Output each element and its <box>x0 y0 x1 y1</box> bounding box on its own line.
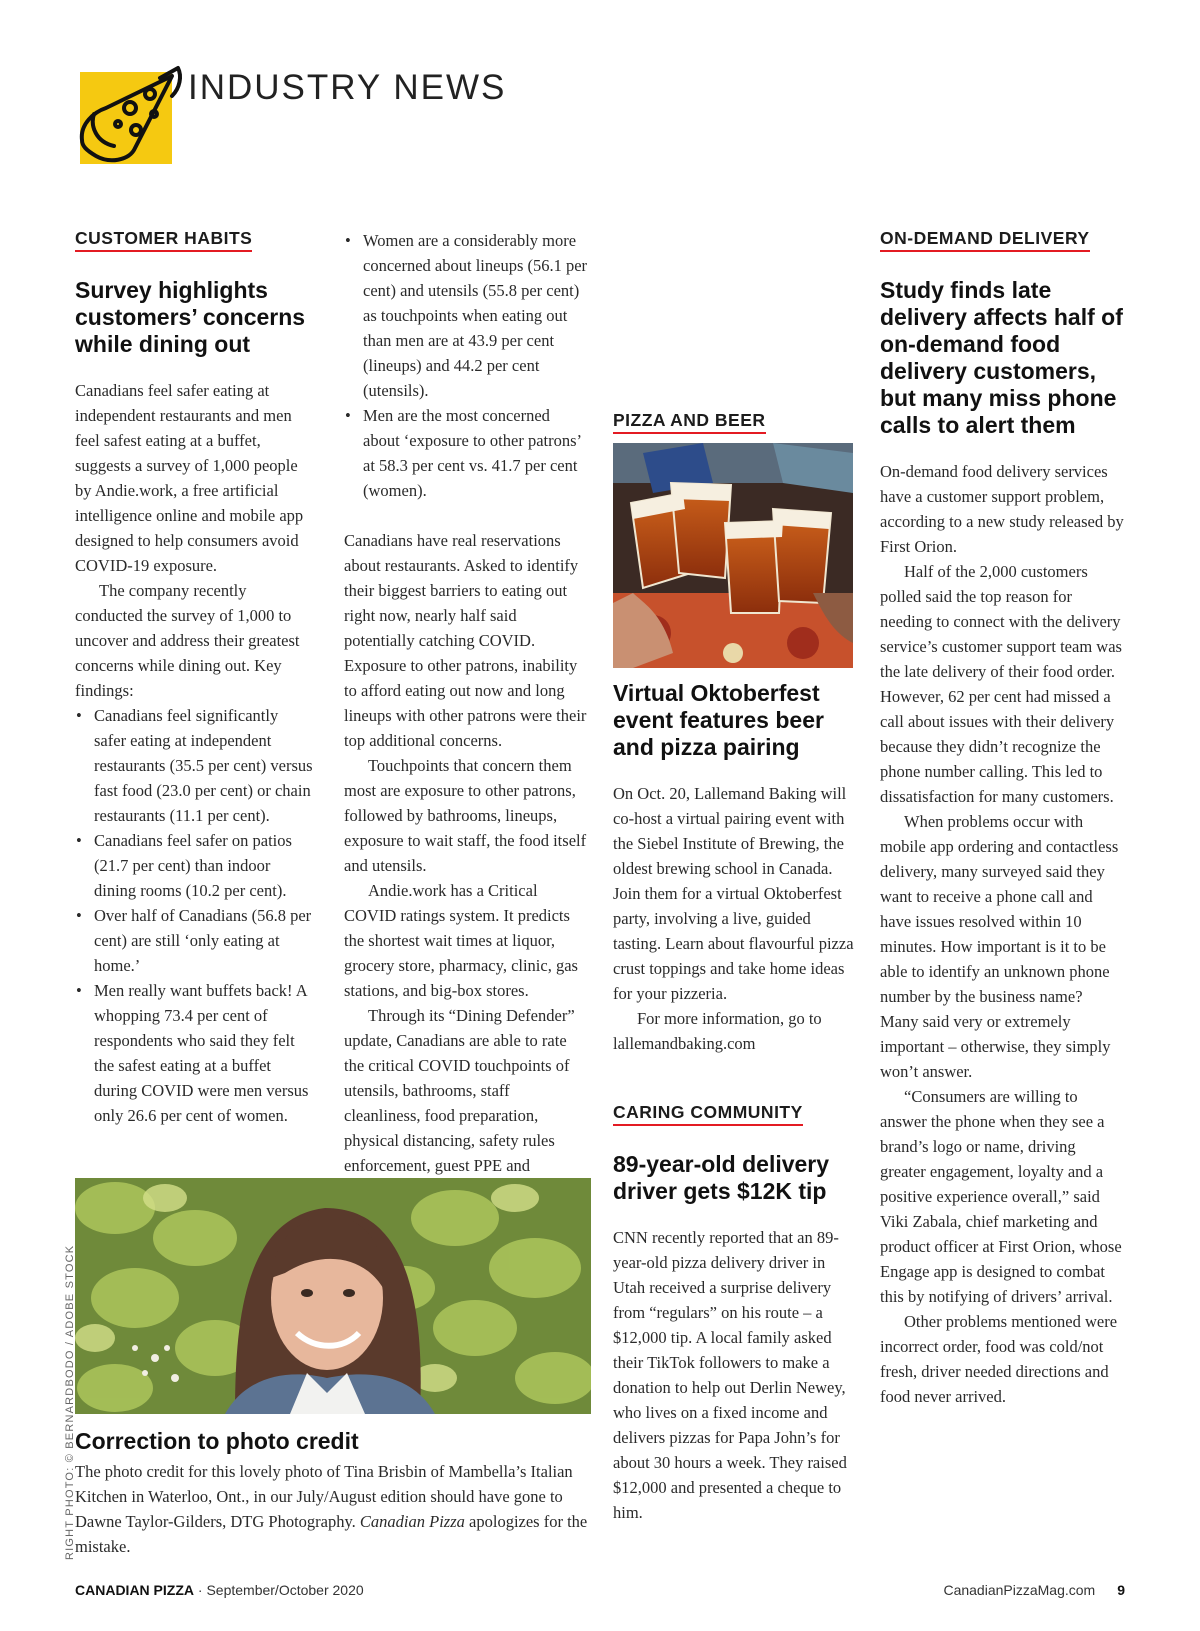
paragraph: Canadians have real reservations about restaurants. Asked to identify their biggest barriers to eating out right now, nearly half said potentially catching COVID. Exposure to other patrons, inability to afford eating out now and long lineups with other patrons were their top additional concerns. <box>344 531 587 750</box>
kicker-caring-community: CARING COMMUNITY <box>613 1102 803 1126</box>
paragraph: Half of the 2,000 customers polled said the top reason for needing to connect with the delivery service’s customer support team was the late delivery of their food order. However, 62 per cent had missed a call about issues with their delivery because they didn’t recognize the phone number calling. This led to dissatisfaction for many customers. <box>880 562 1122 806</box>
list-item: • Women are a considerably more concerned about lineups (56.1 per cent) and utensils (55.8 per cent) as touchpoints when eating out than men are at 43.9 per cent (lineups) and 44.2 per cent (utensils). <box>344 228 588 403</box>
correction-article <box>75 1428 595 1559</box>
footer-magazine: CANADIAN PIZZA <box>75 1582 194 1598</box>
column-3-lower <box>613 680 859 1525</box>
footer-issue: · September/October 2020 <box>194 1582 364 1598</box>
article1-body-continued <box>344 228 588 1228</box>
footer-site-info <box>943 1582 1125 1598</box>
footer-magazine-info <box>75 1582 364 1598</box>
paragraph: CNN recently reported that an 89-year-old pizza delivery driver in Utah received a surprise delivery from “regulars” on his route – a $12,000 tip. A local family asked their TikTok followers to make a donation to help out Derlin Newey, who lives on a fixed income and delivers pizzas for Papa John’s for about 30 hours a week. They raised $12,000 and presented a cheque to him. <box>613 1228 847 1522</box>
headline-late-delivery: Study finds late delivery affects half of on-demand food delivery customers, but many miss phone calls to alert them <box>880 277 1123 438</box>
paragraph: Touchpoints that concern them most are exposure to other patrons, followed by bathrooms, lineups, exposure to wait staff, the food itself and utensils. <box>344 756 587 875</box>
article3-body <box>613 1225 859 1525</box>
list-item: • Canadians feel safer on patios (21.7 per cent) than indoor dining rooms (10.2 per cent). <box>75 828 313 903</box>
correction-text: The photo credit for this lovely photo of Tina Brisbin of Mambella’s Italian Kitchen in Waterloo, Ont., in our July/August edition should have gone to Dawne Taylor-Gilders, DTG Photography. <box>75 1462 573 1531</box>
beer-toast-photo <box>613 443 853 668</box>
findings-list-continued <box>344 228 588 503</box>
headline-survey: Survey highlights customers’ concerns while dining out <box>75 277 306 357</box>
kicker-on-demand-delivery: ON-DEMAND DELIVERY <box>880 228 1090 252</box>
paragraph: On Oct. 20, Lallemand Baking will co-host a virtual pairing event with the Siebel Institute of Brewing, the oldest brewing school in Canada. Join them for a virtual Oktoberfest party, involving a live, guided tasting. Learn about flavourful pizza crust toppings and take home ideas for your pizzeria. <box>613 784 854 1003</box>
section-title: INDUSTRY NEWS <box>188 68 507 107</box>
tina-brisbin-photo <box>75 1178 591 1414</box>
list-item: • Over half of Canadians (56.8 per cent) are still ‘only eating at home.’ <box>75 903 313 978</box>
list-item: • Men really want buffets back! A whopping 73.4 per cent of respondents who said they felt the safest eating at a buffet during COVID were men versus only 26.6 per cent of women. <box>75 978 313 1128</box>
paragraph: For more information, go to lallemandbaking.com <box>613 1009 822 1053</box>
section-logo <box>80 72 172 164</box>
paragraph: Andie.work has a Critical COVID ratings system. It predicts the shortest wait times at liquor, grocery store, pharmacy, clinic, gas stations, and big-box stores. <box>344 881 578 1000</box>
correction-magazine-name: Canadian Pizza <box>359 1512 465 1531</box>
findings-list <box>75 703 313 1128</box>
article2-body <box>613 781 859 1056</box>
headline-delivery-driver: 89-year-old delivery driver gets $12K tip <box>613 1151 830 1204</box>
correction-body <box>75 1459 595 1559</box>
paragraph: “Consumers are willing to answer the phone when they see a brand’s logo or name, driving greater engagement, loyalty and a positive experience overall,” said Viki Zabala, chief marketing and product officer at First Orion, whose Engage app is designed to combat this by notifying of drivers’ arrival. <box>880 1087 1122 1306</box>
photo-credit: RIGHT PHOTO: © BERNARDBODO / ADOBE STOCK <box>64 1244 76 1560</box>
paragraph: Canadians feel safer eating at independent restaurants and men feel safest eating at a buffet, suggests a survey of 1,000 people by Andie.work, a free artificial intelligence online and mobile app designed to help consumers avoid COVID-19 exposure. <box>75 381 304 575</box>
column-1 <box>75 228 313 1128</box>
kicker-pizza-and-beer: PIZZA AND BEER <box>613 410 766 434</box>
list-item: • Men are the most concerned about ‘exposure to other patrons’ at 58.3 per cent vs. 41.7 per cent (women). <box>344 403 588 503</box>
column-2 <box>344 228 588 1228</box>
article4-body <box>880 459 1125 1409</box>
paragraph: Through its “Dining Defender” update, Canadians are able to rate the critical COVID touchpoints of utensils, bathrooms, staff cleanliness, food preparation, physical distancing, safety rules enforcement, guest PPE and <box>344 1006 575 1175</box>
paragraph: When problems occur with mobile app ordering and contactless delivery, many surveyed said they want to receive a phone call and have issues resolved within 10 minutes. How important is it to be able to identify an unknown phone number by the business name? Many said very or extremely important – otherwise, they simply won’t answer. <box>880 812 1119 1081</box>
column-4 <box>880 228 1125 1409</box>
correction-text-end: apologizes for the mistake. <box>75 1512 588 1556</box>
paragraph: Other problems mentioned were incorrect order, food was cold/not fresh, driver needed directions and food never arrived. <box>880 1312 1118 1406</box>
kicker-customer-habits: CUSTOMER HABITS <box>75 228 252 252</box>
headline-correction: Correction to photo credit <box>75 1428 359 1454</box>
list-item: • Canadians feel significantly safer eating at independent restaurants (35.5 per cent) versus fast food (23.0 per cent) or chain restaurants (11.1 per cent). <box>75 703 313 828</box>
pizza-slice-icon <box>74 54 186 166</box>
headline-oktoberfest: Virtual Oktoberfest event features beer and pizza pairing <box>613 680 824 760</box>
paragraph: The company recently conducted the survey of 1,000 to uncover and address their greatest concerns while dining out. Key findings: <box>75 581 300 700</box>
footer-website[interactable]: CanadianPizzaMag.com <box>943 1582 1096 1598</box>
page-number: 9 <box>1117 1582 1125 1598</box>
paragraph: On-demand food delivery services have a customer support problem, according to a new study released by First Orion. <box>880 462 1124 556</box>
article1-body <box>75 378 313 1128</box>
